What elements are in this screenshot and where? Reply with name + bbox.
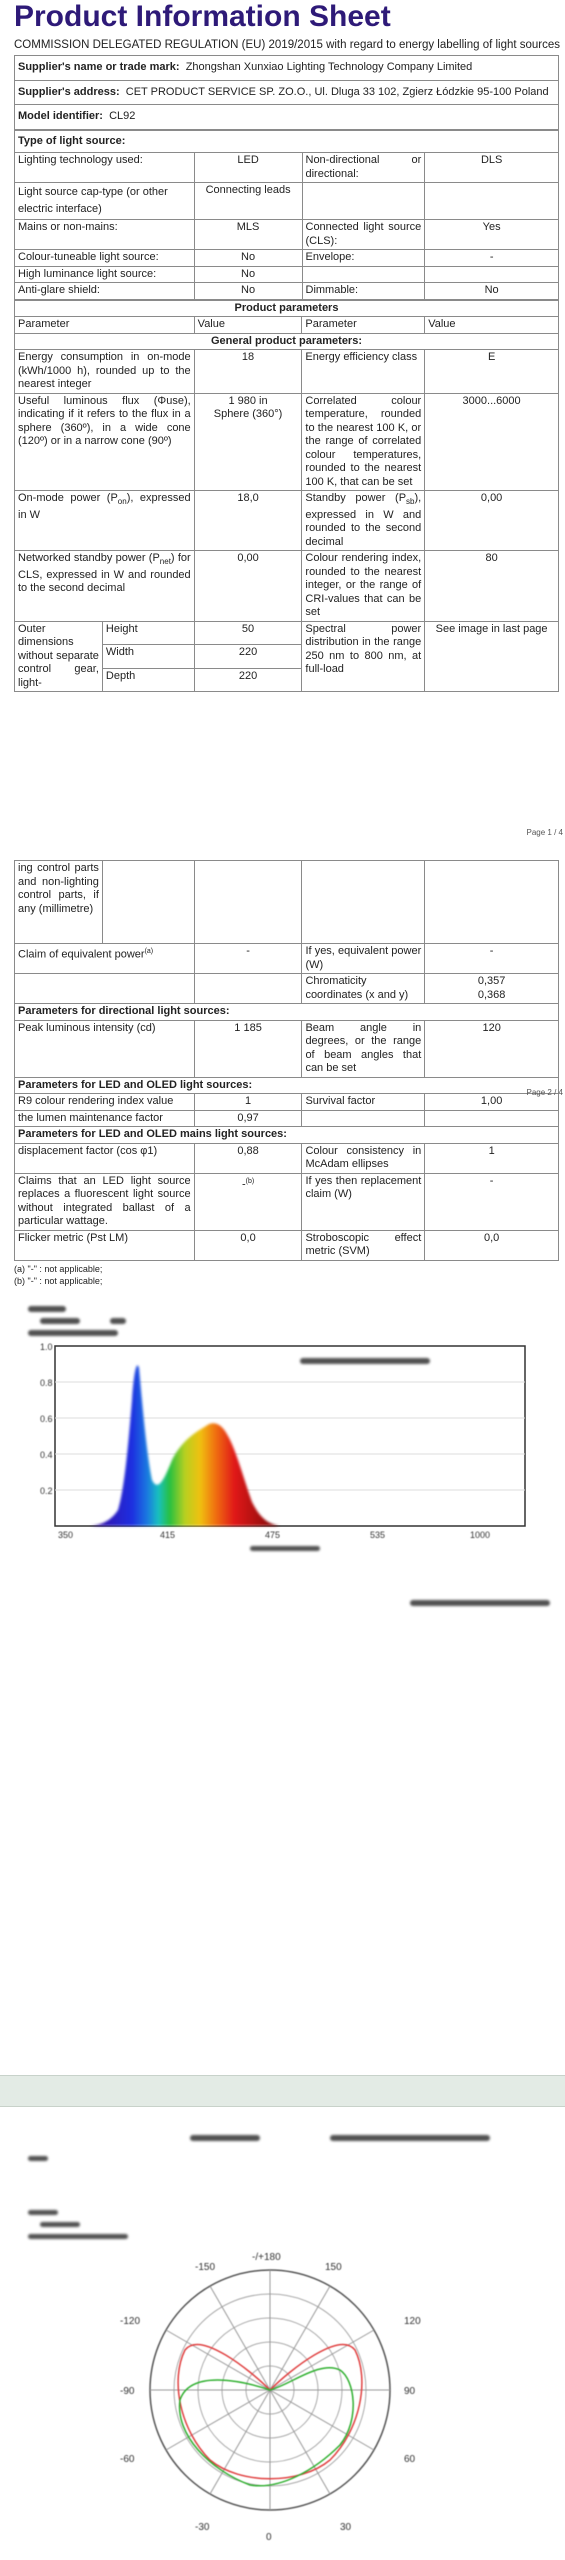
- blurred-heading: [40, 1318, 80, 1324]
- param-value: 120: [425, 1020, 559, 1077]
- blurred-page-header: [190, 2135, 260, 2141]
- spectrum-figure: [0, 1300, 565, 1700]
- param-value: 0,97: [194, 1110, 302, 1127]
- polar-label: -/+180: [252, 2252, 281, 2263]
- type-label: Mains or non-mains:: [15, 220, 195, 250]
- x-tick: 1000: [470, 1530, 491, 1540]
- blurred-footer-text: [410, 1600, 550, 1606]
- param-value: E: [425, 350, 559, 394]
- type-label: Light source cap-type (or other electric interface): [15, 183, 195, 220]
- flux-value: 1 980 in: [228, 394, 268, 407]
- footnote-ref: (a): [144, 948, 154, 955]
- type-label: [302, 183, 425, 220]
- page-1: [0, 0, 565, 850]
- param-row: [15, 491, 559, 551]
- label-part: Standby power (P: [305, 492, 407, 504]
- y-tick: 0.4: [40, 1450, 53, 1460]
- led-heading: Parameters for LED and OLED light sources:: [15, 1077, 559, 1094]
- param-value: -: [425, 1173, 559, 1230]
- y-tick: 0.8: [40, 1378, 53, 1388]
- footnote-b: (b) "-" : not applicable;: [14, 1275, 103, 1286]
- param-label: [15, 551, 195, 622]
- type-value: No: [194, 283, 302, 300]
- label-sub: sb: [406, 497, 415, 507]
- supplier-table: [14, 55, 559, 130]
- type-label: High luminance light source:: [15, 266, 195, 283]
- x-tick: 475: [265, 1530, 281, 1540]
- polar-label: -60: [120, 2454, 135, 2465]
- param-row: [15, 551, 559, 622]
- type-value: [425, 183, 559, 220]
- column-header: Value: [194, 317, 302, 334]
- y-tick: 1.0: [40, 1342, 53, 1352]
- label-part: Networked standby power (P: [18, 552, 160, 565]
- param-value: 1: [425, 1143, 559, 1173]
- param-value: 18,0: [194, 491, 302, 551]
- param-label: Energy consumption in on-mode (kWh/1000 h), rounded up to the nearest integer: [15, 350, 195, 394]
- type-label: Envelope:: [302, 250, 425, 267]
- footnotes: [14, 1263, 565, 1287]
- label-part: ), expressed in W: [18, 492, 191, 521]
- flux-cone: Sphere (360°): [213, 408, 283, 420]
- dimension-value: 220: [194, 645, 302, 669]
- product-parameters-table: [14, 300, 559, 693]
- supplier-name-label: Supplier's name or trade mark:: [18, 61, 180, 73]
- param-label: Flicker metric (Pst LM): [15, 1230, 195, 1260]
- footnote-a: (a) "-" : not applicable;: [14, 1263, 103, 1274]
- type-label: Colour-tuneable light source:: [15, 250, 195, 267]
- param-value: See image in last page: [425, 621, 559, 692]
- column-header: Parameter: [302, 317, 425, 334]
- chromaticity-x: 0,357: [477, 975, 506, 987]
- param-row: [15, 1173, 559, 1230]
- blurred-heading: [28, 1306, 66, 1312]
- type-value: LED: [194, 153, 302, 183]
- param-value: 0,88: [194, 1143, 302, 1173]
- param-label: Peak luminous intensity (cd): [15, 1020, 195, 1077]
- blurred-heading: [110, 1318, 126, 1324]
- param-label: the lumen maintenance factor: [15, 1110, 195, 1127]
- type-row: [15, 153, 559, 183]
- type-value: Connecting leads: [194, 183, 302, 220]
- x-tick: 415: [160, 1530, 176, 1540]
- dimension-value: 50: [194, 621, 302, 645]
- supplier-address-row: [15, 80, 559, 105]
- supplier-address-label: Supplier's address:: [18, 85, 120, 98]
- page-number: Page 2 / 4: [526, 1088, 563, 1097]
- empty-cell: [302, 1110, 425, 1127]
- param-value: 1,00: [425, 1094, 559, 1111]
- param-row: [15, 1094, 559, 1111]
- empty-cell: [102, 861, 194, 944]
- blurred-label: [28, 2156, 48, 2161]
- dimension-label: Height: [102, 621, 194, 645]
- blurred-label: [28, 2234, 128, 2239]
- param-label: Correlated colour temperature, rounded to the nearest 100 K, or the range of correlated colour temperatures, rounded to the nearest 100 K, that can be set: [302, 393, 425, 491]
- param-value: 80: [425, 551, 559, 622]
- param-label: [302, 491, 425, 551]
- type-value: No: [194, 266, 302, 283]
- param-row: [15, 861, 559, 944]
- dimension-label: Depth: [102, 668, 194, 692]
- supplier-name-row: [15, 56, 559, 81]
- param-value: 1 185: [194, 1020, 302, 1077]
- type-label: Non-directional or directional:: [302, 153, 425, 183]
- polar-label: 60: [404, 2454, 416, 2465]
- type-value: No: [425, 283, 559, 300]
- chromaticity-y: 0,368: [477, 988, 506, 1001]
- type-value: [425, 266, 559, 283]
- type-value: -: [425, 250, 559, 267]
- type-heading: Type of light source:: [15, 130, 559, 153]
- polar-label: 90: [404, 2386, 416, 2397]
- param-value: 3000...6000: [425, 393, 559, 491]
- column-header: Parameter: [15, 317, 195, 334]
- footnote-ref: (b): [245, 1177, 255, 1185]
- param-label: [15, 944, 195, 974]
- param-value: 0,00: [425, 491, 559, 551]
- param-label: Spectral power distribution in the range 250 nm to 800 nm, at full-load: [302, 621, 425, 692]
- param-label: Colour consistency in McAdam ellipses: [302, 1143, 425, 1173]
- polar-label: 150: [325, 2262, 342, 2273]
- model-label: Model identifier:: [18, 110, 103, 122]
- dimension-value: 220: [194, 668, 302, 692]
- polar-label: -30: [195, 2522, 210, 2533]
- param-row: [15, 1230, 559, 1260]
- param-label: ing control parts and non-lighting control parts, if any (millimetre): [15, 861, 103, 944]
- page-number: Page 1 / 4: [526, 828, 563, 837]
- param-label: Outer dimensions without separate control gear, light-: [15, 621, 103, 692]
- empty-cell: [302, 861, 425, 944]
- value-part: -: [241, 1178, 246, 1191]
- empty-cell: [194, 861, 302, 944]
- type-label: Lighting technology used:: [15, 153, 195, 183]
- param-label: Survival factor: [302, 1094, 425, 1111]
- label-part: ), expressed in W and rounded to the second decimal: [305, 492, 422, 548]
- param-label: If yes then replacement claim (W): [302, 1173, 425, 1230]
- type-label: Anti-glare shield:: [15, 283, 195, 300]
- type-value: MLS: [194, 220, 302, 250]
- directional-heading: Parameters for directional light sources:: [15, 1004, 559, 1021]
- type-row: [15, 283, 559, 300]
- param-label: Chromaticity coordinates (x and y): [302, 974, 425, 1004]
- type-row: [15, 183, 559, 220]
- page-title: Product Information Sheet: [14, 0, 391, 33]
- mains-heading: Parameters for LED and OLED mains light sources:: [15, 1127, 559, 1144]
- param-row: [15, 944, 559, 974]
- param-value: [194, 393, 302, 491]
- empty-cell: [15, 974, 195, 1004]
- params-heading: Product parameters: [15, 300, 559, 317]
- y-tick: 0.2: [40, 1486, 53, 1496]
- param-label: Colour rendering index, rounded to the nearest integer, or the range of CRI-values that can be set: [302, 551, 425, 622]
- polar-label: -90: [120, 2386, 135, 2397]
- param-row: [15, 393, 559, 491]
- param-row: [15, 974, 559, 1004]
- supplier-name-value: Zhongshan Xunxiao Lighting Technology Company Limited: [185, 61, 473, 73]
- param-row: [15, 350, 559, 394]
- empty-cell: [194, 974, 302, 1004]
- param-label: R9 colour rendering index value: [15, 1094, 195, 1111]
- type-label: [302, 266, 425, 283]
- type-row: [15, 266, 559, 283]
- type-value: No: [194, 250, 302, 267]
- param-label: Claims that an LED light source replaces a fluorescent light source without integrated ballast of a particular wattage.: [15, 1173, 195, 1230]
- supplier-address-value: CET PRODUCT SERVICE SP. ZO.O., Ul. Dluga 33 102, Zgierz Łódzkie 95-100 Poland: [125, 85, 549, 98]
- param-value: 0,0: [425, 1230, 559, 1260]
- params-header-row: [15, 317, 559, 334]
- param-row: [15, 1020, 559, 1077]
- type-row: [15, 250, 559, 267]
- blurred-page-header: [330, 2135, 490, 2141]
- param-value: -: [425, 944, 559, 974]
- dimension-label: Width: [102, 645, 194, 669]
- param-value: 0,00: [194, 551, 302, 622]
- param-value: 0,0: [194, 1230, 302, 1260]
- polar-figure: [0, 2110, 565, 2560]
- x-tick: 535: [370, 1530, 386, 1540]
- polar-label: 0: [266, 2532, 272, 2543]
- spectrum-chart: [0, 1340, 565, 1720]
- model-row: [15, 105, 559, 130]
- general-heading: General product parameters:: [15, 333, 559, 350]
- polar-chart: [0, 2240, 565, 2560]
- blurred-axis-title: [250, 1546, 320, 1551]
- type-value: DLS: [425, 153, 559, 183]
- param-value: [194, 1173, 302, 1230]
- label-sub: on: [117, 497, 127, 507]
- empty-cell: [425, 1110, 559, 1127]
- type-label: Dimmable:: [302, 283, 425, 300]
- type-value: Yes: [425, 220, 559, 250]
- param-value: [425, 974, 559, 1004]
- param-row: [15, 1143, 559, 1173]
- param-value: 18: [194, 350, 302, 394]
- x-tick: 350: [58, 1530, 74, 1540]
- polar-label: 120: [404, 2316, 421, 2327]
- polar-label: -120: [120, 2316, 141, 2327]
- label-part: On-mode power (P: [18, 492, 118, 504]
- param-label: If yes, equivalent power (W): [302, 944, 425, 974]
- param-label: Energy efficiency class: [302, 350, 425, 394]
- polar-label: 30: [340, 2522, 352, 2533]
- product-parameters-table-continued: [14, 860, 559, 1261]
- light-source-type-table: [14, 130, 559, 300]
- empty-cell: [425, 861, 559, 944]
- column-header: Value: [425, 317, 559, 334]
- regulation-subtitle: COMMISSION DELEGATED REGULATION (EU) 2019/2015 with regard to energy labelling of light sources: [14, 39, 561, 51]
- param-value: 1: [194, 1094, 302, 1111]
- label-part: Claim of equivalent power: [18, 948, 145, 961]
- param-value: -: [194, 944, 302, 974]
- model-value: CL92: [109, 110, 136, 122]
- blurred-header-text: [300, 1358, 430, 1364]
- type-row: [15, 220, 559, 250]
- param-label: displacement factor (cos φ1): [15, 1143, 195, 1173]
- y-tick: 0.6: [40, 1414, 53, 1424]
- blurred-label: [40, 2222, 80, 2227]
- param-row: [15, 1110, 559, 1127]
- param-label: Useful luminous flux (Φuse), indicating if it refers to the flux in a sphere (360º), in a wide cone (120º) or in a narrow cone (90º): [15, 393, 195, 491]
- param-row: [15, 621, 559, 645]
- type-label: Connected light source (CLS):: [302, 220, 425, 250]
- param-label: Beam angle in degrees, or the range of beam angles that can be set: [302, 1020, 425, 1077]
- blurred-heading: [28, 1330, 118, 1336]
- param-label: [15, 491, 195, 551]
- label-sub: net: [159, 557, 171, 567]
- page-separator-band: [0, 2075, 565, 2107]
- blurred-label: [28, 2210, 58, 2215]
- param-label: Stroboscopic effect metric (SVM): [302, 1230, 425, 1260]
- polar-label: -150: [195, 2262, 216, 2273]
- label-part: ) for CLS, expressed in W and rounded to the second decimal: [18, 552, 191, 595]
